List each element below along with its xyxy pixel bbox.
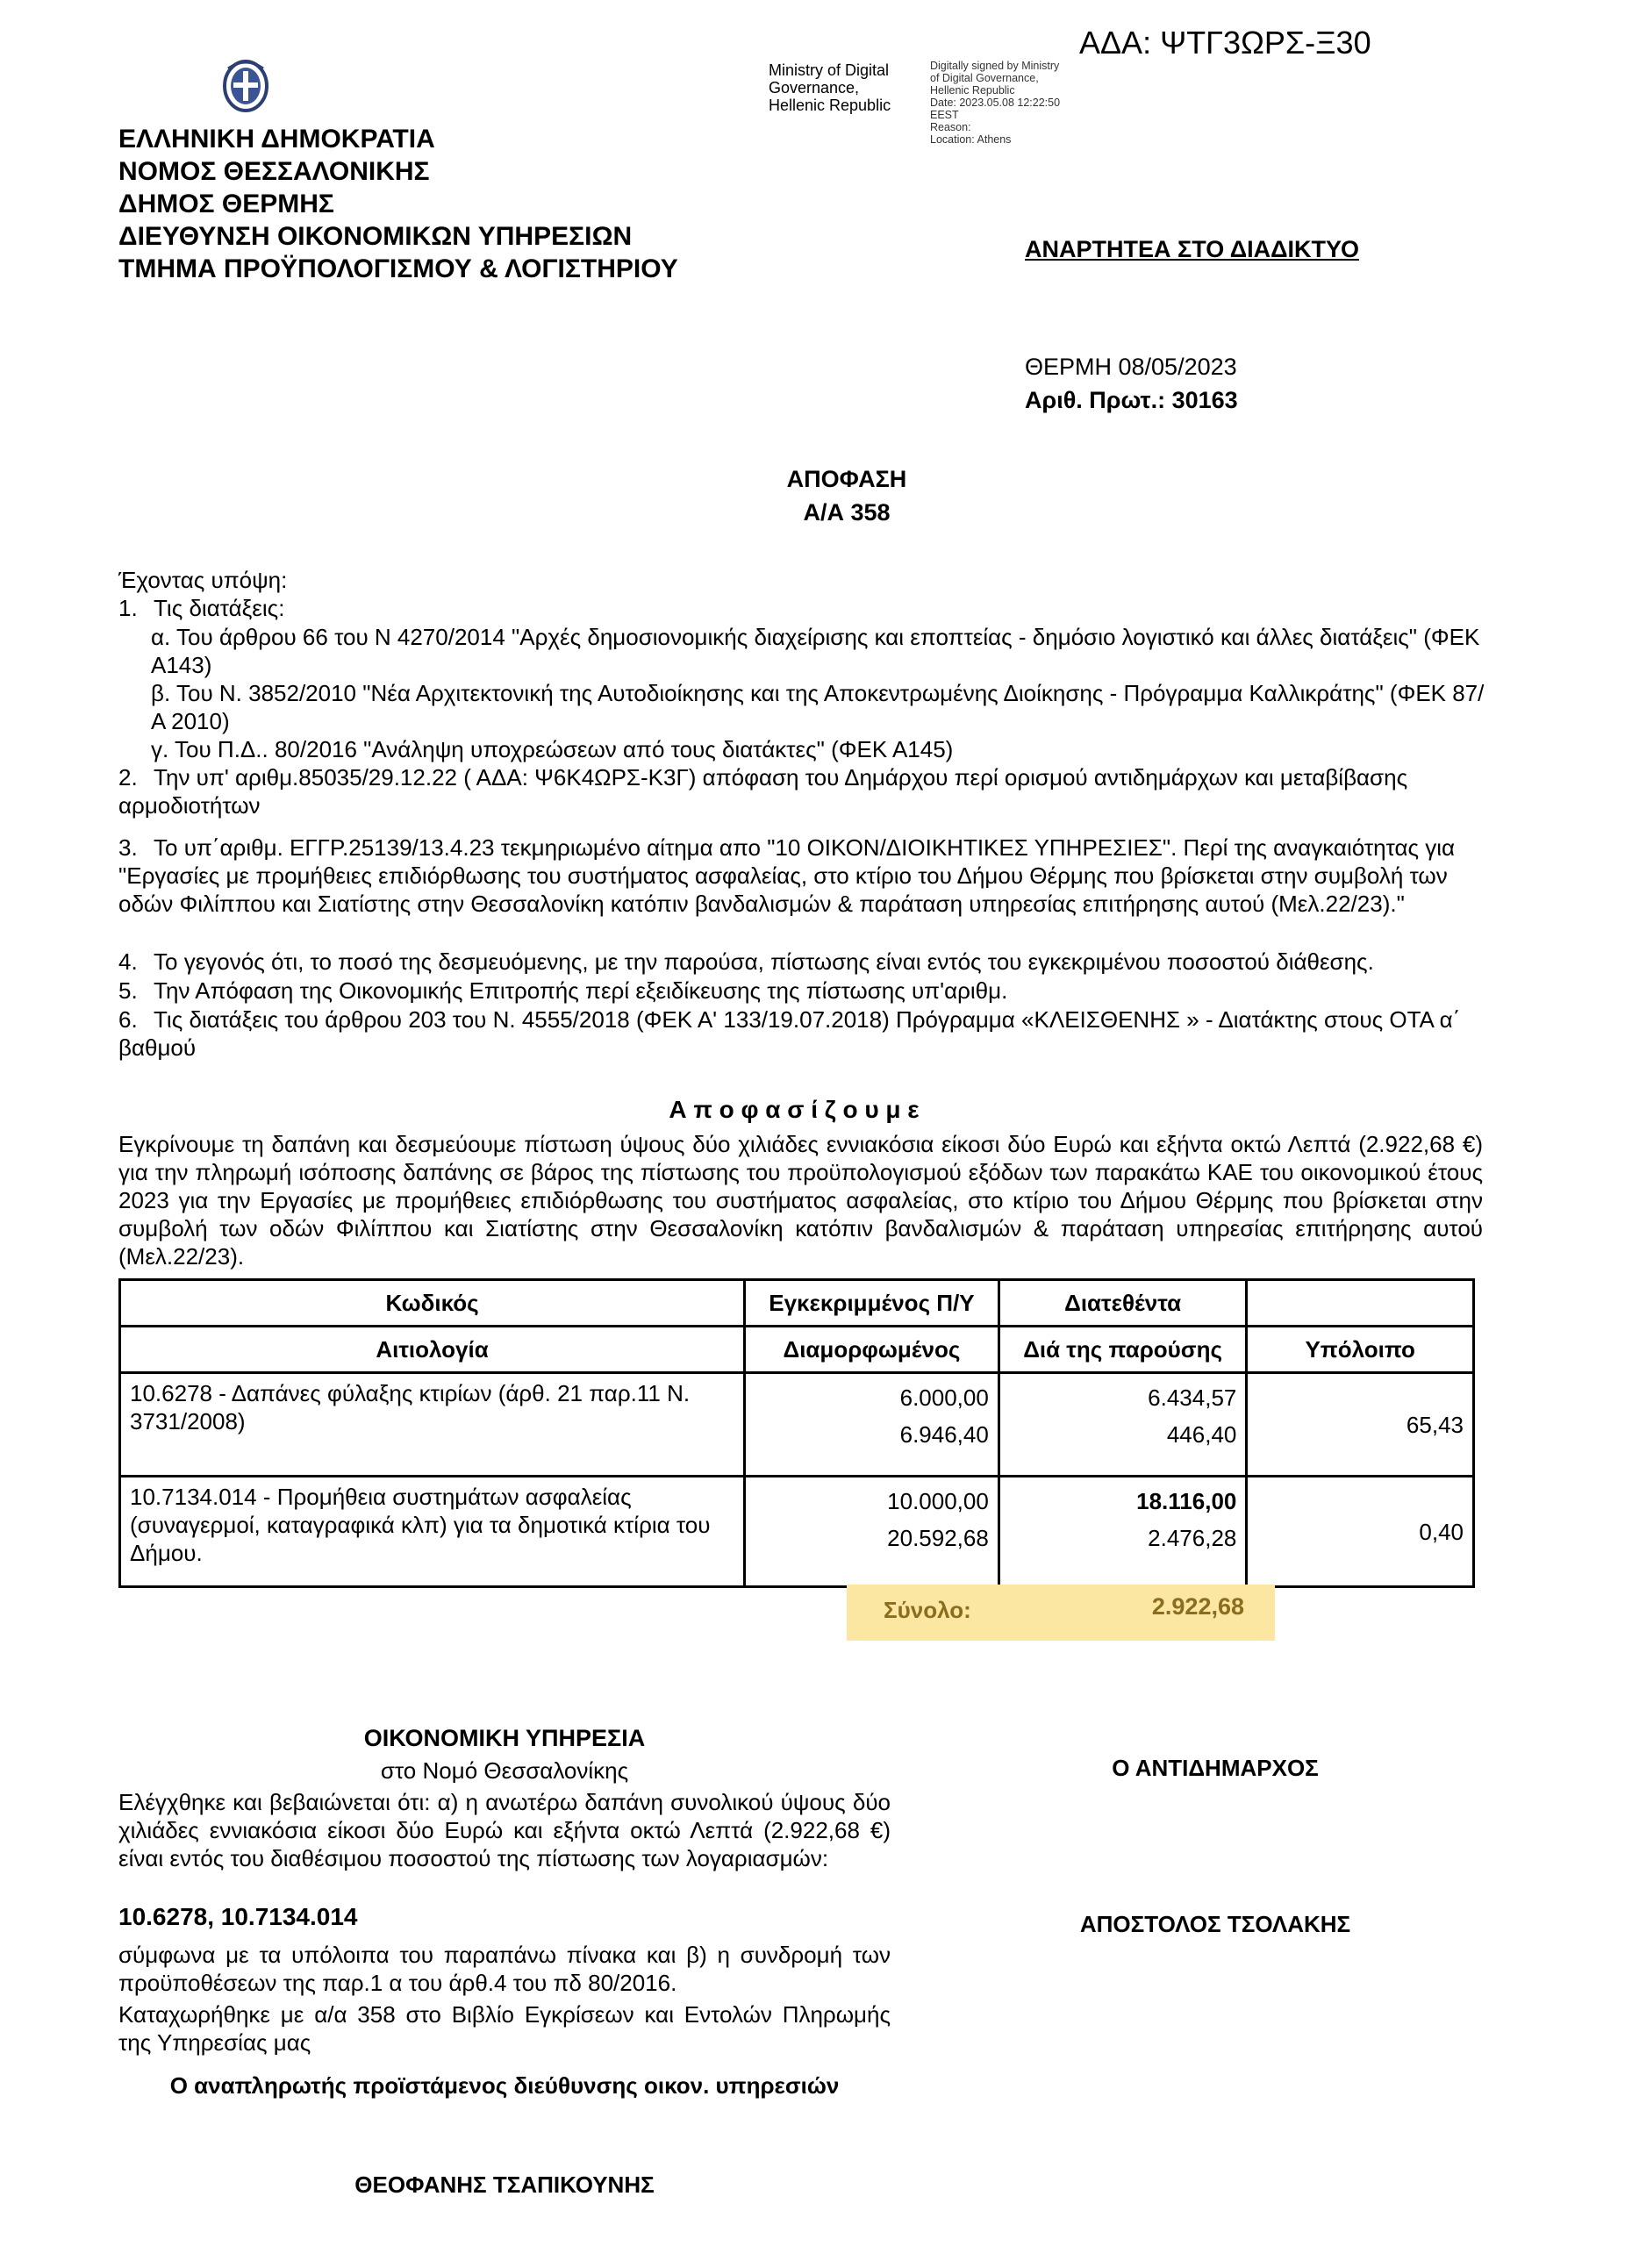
finance-subtitle: στο Νομό Θεσσαλονίκης <box>380 1757 629 1784</box>
finance-conditions-text: σύμφωνα με τα υπόλοιπα του παραπάνω πίνακα και β) η συνδρομή των προϋποθέσεων της παρ.1 α του άρθ.4 του πδ 80/2016. <box>118 1942 891 1996</box>
item-text: Τις διατάξεις: <box>154 595 285 621</box>
hellenic-republic-emblem-icon <box>221 58 270 112</box>
signature-org <box>769 61 891 114</box>
item-number: 3. <box>118 834 138 861</box>
signature-org-line: Ministry of Digital <box>769 61 890 79</box>
total-label: Σύνολο: <box>884 1597 971 1623</box>
signature-detail-line: Hellenic Republic <box>930 84 1015 97</box>
current-value: 446,40 <box>1166 1421 1237 1448</box>
column-header: Κωδικός <box>120 1280 745 1327</box>
column-header <box>1247 1280 1474 1327</box>
finance-title: ΟΙΚΟΝΟΜΙΚΗ ΥΠΗΡΕΣΙΑ <box>363 1725 646 1751</box>
decision-number: Α/Α 358 <box>803 499 891 526</box>
considering-item <box>118 1005 1487 1062</box>
decision-title: ΑΠΟΦΑΣΗ <box>786 466 907 492</box>
total-highlight <box>847 1585 1275 1641</box>
signature-detail-line: Reason: <box>930 121 971 133</box>
considering-item <box>118 948 1487 976</box>
item-text: Την υπ' αριθμ.85035/29.12.22 ( ΑΔΑ: Ψ6Κ4ΩΡΣ-Κ3Γ) απόφαση του Δημάρχου περί ορισμού αντιδημάρχων και μεταβίβασης αρμοδιοτήτων <box>118 764 1408 819</box>
deputy-head-title: Ο αναπληρωτής προϊστάμενος διεύθυνσης οικον. υπηρεσιών <box>169 2072 840 2099</box>
column-header: Υπόλοιπο <box>1247 1327 1474 1373</box>
protocol-number: Αριθ. Πρωτ.: 30163 <box>1025 387 1238 413</box>
item-number: 1. <box>118 595 138 621</box>
item-text: Τις διατάξεις του άρθρου 203 του Ν. 4555/2018 (ΦΕΚ Α' 133/19.07.2018) Πρόγραμμα «ΚΛΕΙΣΘΕΝΗΣ » - Διατάκτης στους ΟΤΑ α΄ βαθμού <box>118 1006 1461 1061</box>
item-number: β. <box>151 680 171 706</box>
signature-detail-line: Location: Athens <box>930 133 1012 146</box>
approved-value: 10.000,00 <box>887 1488 989 1514</box>
considering-item <box>118 834 1487 918</box>
column-header: Διαμορφωμένος <box>745 1327 999 1373</box>
item-text: Του Π.Δ.. 80/2016 "Ανάληψη υποχρεώσεων από τους διατάκτες" (ΦΕΚ Α145) <box>175 736 954 762</box>
signature-org-line: Hellenic Republic <box>769 97 891 114</box>
item-number: γ. <box>151 736 169 762</box>
signature-org-line: Governance, <box>769 79 860 97</box>
table-row <box>120 1373 1474 1477</box>
header-line: ΕΛΛΗΝΙΚΗ ΔΗΜΟΚΡΑΤΙΑ <box>118 125 435 154</box>
total-value: 2.922,68 <box>1151 1593 1244 1620</box>
allocated-cell <box>999 1477 1247 1587</box>
allocated-cell <box>999 1373 1247 1477</box>
table-row <box>120 1477 1474 1587</box>
considering-intro: Έχοντας υπόψη: <box>118 567 288 593</box>
allocated-value: 6.434,57 <box>1148 1384 1237 1411</box>
item-text: Του άρθρου 66 του Ν 4270/2014 "Αρχές δημοσιονομικής διαχείρισης και εποπτείας - δημόσιο λογιστικό και άλλες διατάξεις" (ΦΕΚ Α143) <box>151 624 1480 678</box>
column-header: Διατεθέντα <box>999 1280 1247 1327</box>
deputy-mayor-title: Ο ΑΝΤΙΔΗΜΑΡΧΟΣ <box>1112 1755 1319 1781</box>
decide-heading: Α π ο φ α σ ί ζ ο υ μ ε <box>669 1096 920 1123</box>
allocated-value: 18.116,00 <box>1136 1488 1237 1514</box>
approved-cell <box>745 1477 999 1587</box>
column-header: Διά της παρούσης <box>999 1327 1247 1373</box>
item-text: Το γεγονός ότι, το ποσό της δεσμευόμενης, με την παρούσα, πίστωσης είναι εντός του εγκεκριμένου ποσοστού διάθεσης. <box>154 948 1374 975</box>
budget-table <box>118 1278 1475 1588</box>
considering-subitem <box>151 623 1493 679</box>
header-line: ΔΗΜΟΣ ΘΕΡΜΗΣ <box>118 190 334 218</box>
signature-detail-line: Date: 2023.05.08 12:22:50 <box>930 97 1061 109</box>
item-number: 6. <box>118 1006 138 1033</box>
table-header-row <box>120 1280 1474 1327</box>
column-header: Εγκεκριμμένος Π/Υ <box>745 1280 999 1327</box>
finance-check-text: Ελέγχθηκε και βεβαιώνεται ότι: α) η ανωτέρω δαπάνη συνολικού ύψους δύο χιλιάδες εννιακόσια είκοσι δύο Ευρώ και εξήντα οκτώ Λεπτά (2.922,68 €) είναι εντός του διαθέσιμου ποσοστού της πίστωσης των λογαριασμών: <box>118 1789 891 1871</box>
row-description: 10.7134.014 - Προμήθεια συστημάτων ασφαλείας (συναγερμοί, καταγραφικά κλπ) για τα δημοτικά κτίρια του Δήμου. <box>120 1477 745 1587</box>
current-value: 2.476,28 <box>1148 1525 1237 1551</box>
table-header-row <box>120 1327 1474 1373</box>
column-header: Αιτιολογία <box>120 1327 745 1373</box>
decide-text: Εγκρίνουμε τη δαπάνη και δεσμεύουμε πίστωση ύψους δύο χιλιάδες εννιακόσια είκοσι δύο Ευρώ και εξήντα οκτώ Λεπτά (2.922,68 €) για την πληρωμή ισόποσης δαπάνης σε βάρος της πίστωσης του προϋπολογισμού εξόδων των παρακάτω ΚΑΕ του οικονομικού έτους 2023 για την Εργασίες με προμήθειες επιδιόρθωσης του συστήματος ασφαλείας, στο κτίριο του Δήμου Θέρμης που βρίσκεται στην συμβολή των οδών Φιλίππου και Σιατίστης στην Θεσσαλονίκη κατόπιν βανδαλισμών & παράταση υπηρεσίας επιτήρησης αυτού (Μελ.22/23). <box>118 1131 1483 1270</box>
formed-value: 6.946,40 <box>899 1421 989 1448</box>
place-date: ΘΕΡΜΗ 08/05/2023 <box>1025 354 1237 380</box>
item-number: 4. <box>118 948 138 975</box>
signature-detail-line: EEST <box>930 109 959 121</box>
issuer-header <box>118 123 678 285</box>
ada-code: ΑΔΑ: ΨΤΓ3ΩΡΣ-Ξ30 <box>1079 25 1371 61</box>
item-number: 5. <box>118 977 138 1004</box>
considering-item <box>118 763 1487 819</box>
item-text: Την Απόφαση της Οικονομικής Επιτροπής περί εξειδίκευσης της πίστωσης υπ'αριθμ. <box>154 977 1008 1004</box>
post-online-notice: ΑΝΑΡΤΗΤΕΑ ΣΤΟ ΔΙΑΔΙΚΤΥΟ <box>1025 236 1359 262</box>
signature-detail-line: of Digital Governance, <box>930 72 1039 84</box>
formed-value: 20.592,68 <box>887 1525 989 1551</box>
account-codes: 10.6278, 10.7134.014 <box>118 1903 358 1930</box>
finance-officer-name: ΘΕΟΦΑΝΗΣ ΤΣΑΠΙΚΟΥΝΗΣ <box>354 2171 655 2198</box>
header-line: ΔΙΕΥΘΥΝΣΗ ΟΙΚΟΝΟΜΙΚΩΝ ΥΠΗΡΕΣΙΩΝ <box>118 222 633 251</box>
signature-detail-line: Digitally signed by Ministry <box>930 60 1060 72</box>
item-number: 2. <box>118 764 138 791</box>
remaining-cell: 0,40 <box>1247 1477 1474 1587</box>
item-number: α. <box>151 624 171 650</box>
considering-item <box>118 594 1487 622</box>
signature-details <box>930 60 1060 146</box>
header-line: ΝΟΜΟΣ ΘΕΣΣΑΛΟΝΙΚΗΣ <box>118 157 430 186</box>
item-text: Το υπ΄αριθμ. ΕΓΓΡ.25139/13.4.23 τεκμηριωμένο αίτημα απο "10 ΟΙΚΟΝ/ΔΙΟΙΚΗΤΙΚΕΣ ΥΠΗΡΕΣΙΕΣ". Περί της αναγκαιότητας για "Εργασίες με προμήθειες επιδιόρθωσης του συστήματος ασφαλείας, στο κτίριο του Δήμου Θέρμης που βρίσκεται στην συμβολή των οδών Φιλίππου και Σιατίστης στην Θεσσαλονίκη κατόπιν βανδαλισμών & παράταση υπηρεσίας επιτήρησης αυτού (Μελ.22/23)." <box>118 834 1456 917</box>
deputy-mayor-name: ΑΠΟΣΤΟΛΟΣ ΤΣΟΛΑΚΗΣ <box>1079 1911 1351 1937</box>
considering-subitem <box>151 735 1493 763</box>
row-description: 10.6278 - Δαπάνες φύλαξης κτιρίων (άρθ. 21 παρ.11 Ν. 3731/2008) <box>120 1373 745 1477</box>
remaining-cell: 65,43 <box>1247 1373 1474 1477</box>
finance-registration-text: Καταχωρήθηκε με α/α 358 στο Βιβλίο Εγκρίσεων και Εντολών Πληρωμής της Υπηρεσίας μας <box>118 2001 891 2056</box>
considering-subitem <box>151 679 1493 735</box>
approved-value: 6.000,00 <box>899 1384 989 1411</box>
item-text: Του Ν. 3852/2010 "Νέα Αρχιτεκτονική της Αυτοδιοίκησης και της Αποκεντρωμένης Διοίκησης - Πρόγραμμα Καλλικράτης" (ΦΕΚ 87/Α 2010) <box>151 680 1485 734</box>
approved-cell <box>745 1373 999 1477</box>
considering-item <box>118 977 1487 1005</box>
header-line: ΤΜΗΜΑ ΠΡΟΫΠΟΛΟΓΙΣΜΟΥ & ΛΟΓΙΣΤΗΡΙΟΥ <box>118 254 678 283</box>
